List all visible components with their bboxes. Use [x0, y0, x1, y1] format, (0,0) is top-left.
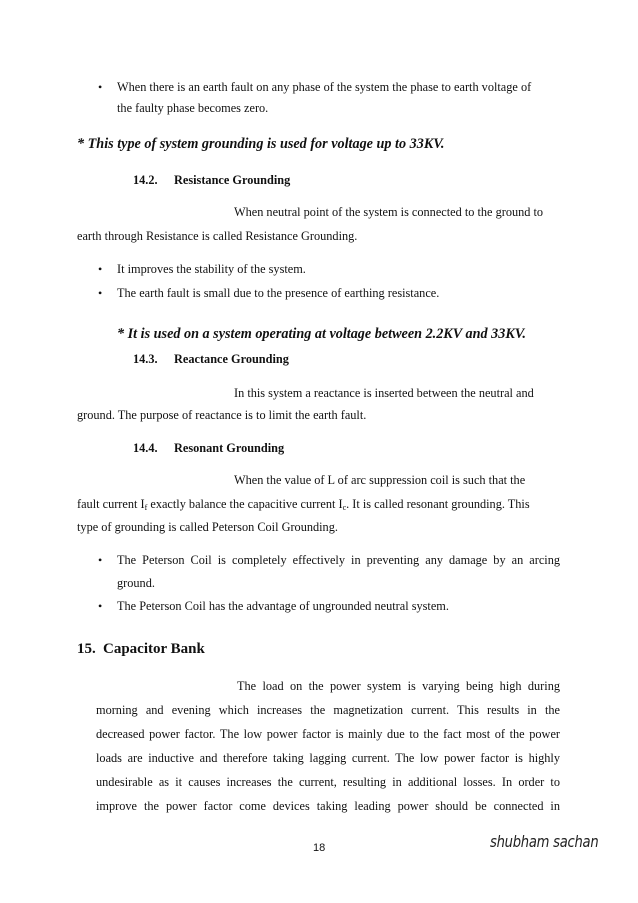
page-number: 18: [313, 842, 326, 854]
bullet-text-line: The Peterson Coil has the advantage of ungrounded neutral system.: [117, 599, 449, 613]
section-number: 15.: [77, 641, 96, 657]
author-signature: shubham sachan: [490, 832, 599, 851]
paragraph-line: morning and evening which increases the magnetization current. This results in the: [96, 703, 560, 717]
bullet-text-line: When there is an earth fault on any phase of the system the phase to earth voltage of: [117, 80, 532, 94]
paragraph-line: loads are inductive and therefore taking lagging current. The low power factor is highly: [96, 751, 560, 765]
section-number: 14.4.: [133, 441, 158, 455]
bullet-text-line: ground.: [117, 576, 155, 590]
paragraph-line: The load on the power system is varying being high during: [237, 679, 560, 693]
paragraph-line: In this system a reactance is inserted between the neutral and: [234, 386, 534, 400]
paragraph-line: earth through Resistance is called Resistance Grounding.: [77, 229, 358, 243]
paragraph-line: improve the power factor come devices taking leading power should be connected in: [96, 799, 560, 813]
paragraph-line: ground. The purpose of reactance is to limit the earth fault.: [77, 408, 367, 422]
bullet-text-line: The Peterson Coil is completely effectively in preventing any damage by an arcing: [117, 553, 560, 567]
paragraph-line: fault current $I_f$ exactly balance the capacitive current $I_c$. It is called resonant grounding. This: [77, 497, 530, 512]
section-number: 14.3.: [133, 352, 158, 366]
section-title: Resonant Grounding: [174, 441, 285, 455]
bullet-glyph: •: [98, 599, 103, 613]
bullet-glyph: •: [98, 286, 103, 300]
section-number: 14.2.: [133, 173, 158, 187]
paragraph-line: When the value of L of arc suppression coil is such that the: [234, 473, 526, 487]
bullet-glyph: •: [98, 262, 103, 276]
paragraph-line: When neutral point of the system is connected to the ground to: [234, 205, 544, 219]
paragraph-line: type of grounding is called Peterson Coil Grounding.: [77, 520, 338, 534]
section-title: Resistance Grounding: [174, 173, 291, 187]
note-voltage-33kv: * This type of system grounding is used for voltage up to 33KV.: [77, 136, 445, 152]
bullet-text-line: The earth fault is small due to the presence of earthing resistance.: [117, 286, 440, 300]
bullet-glyph: •: [98, 80, 103, 94]
note-voltage-range: * It is used on a system operating at voltage between 2.2KV and 33KV.: [117, 326, 526, 342]
paragraph-line: decreased power factor. The low power factor is mainly due to the fact most of the power: [96, 727, 560, 741]
bullet-text-line: the faulty phase becomes zero.: [117, 101, 269, 115]
section-title: Capacitor Bank: [103, 641, 205, 657]
section-title: Reactance Grounding: [174, 352, 289, 366]
bullet-text-line: It improves the stability of the system.: [117, 262, 306, 276]
paragraph-line: undesirable as it causes increases the current, resulting in additional losses. In order to: [96, 775, 560, 789]
bullet-glyph: •: [98, 553, 103, 567]
